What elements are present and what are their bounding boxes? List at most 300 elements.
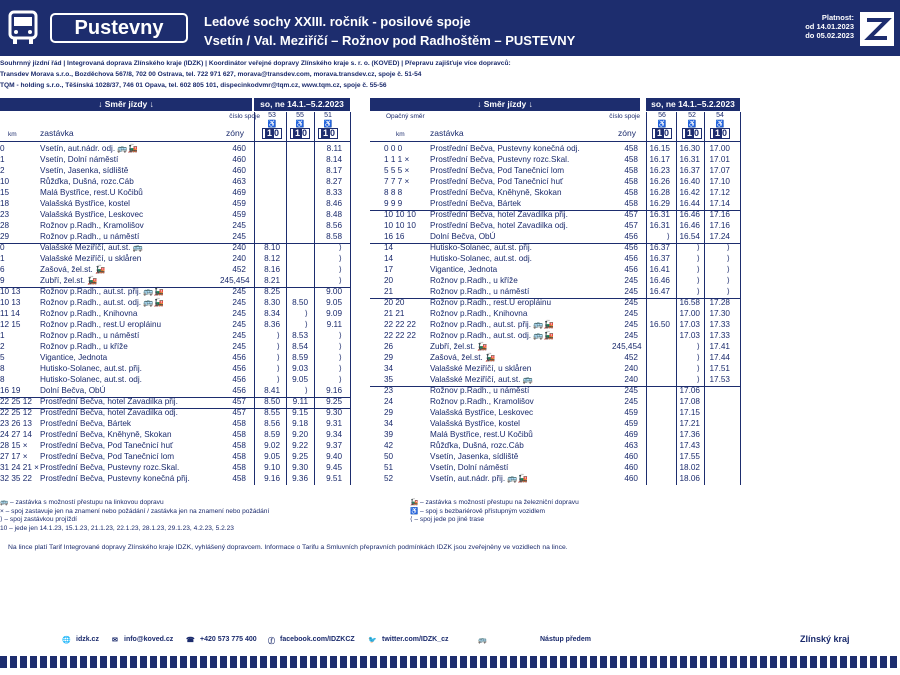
departure-time: 9.02 [264, 441, 280, 450]
km-value: 39 [384, 430, 394, 439]
stop-name: Vsetín, Dolní náměstí [40, 155, 119, 164]
zone-value: 245 [624, 309, 638, 318]
departure-time: 8.33 [326, 188, 342, 197]
zone-value: 456 [232, 375, 246, 384]
km-value: 27 17 × [0, 452, 28, 461]
tariff-note: Na lince platí Tarif Integrované dopravy Zlínského kraje IDZK, vyhlášený dopravcem. Informace o Tarifu a Smluvních přepravních podmínkách IDZK jsou zveřejněny ve vozidlech na lince. [8, 544, 568, 551]
table-row [370, 199, 740, 209]
km-value: 23 [0, 210, 10, 219]
departure-time: 8.48 [326, 210, 342, 219]
table-row [370, 463, 740, 473]
email-link[interactable]: info@koved.cz [124, 636, 174, 643]
departure-time: 16.46 [649, 276, 670, 285]
departure-time: 8.10 [264, 243, 280, 252]
zone-value: 245 [232, 287, 246, 296]
table-row [0, 397, 350, 407]
operator-info [0, 58, 900, 91]
km-value: 0 0 0 [384, 144, 403, 153]
departure-time: 16.15 [649, 144, 670, 153]
stop-name: Vsetín, Dolní náměstí [430, 463, 509, 472]
stop-name: Zašová, žel.st. 🚂 [430, 353, 496, 362]
stop-name: Dolní Bečva, ObÚ [40, 386, 106, 395]
table-row [0, 199, 350, 209]
column-line [314, 112, 315, 485]
zone-value: 457 [232, 397, 246, 406]
departure-time: 9.45 [326, 463, 342, 472]
departure-time: 17.43 [679, 441, 700, 450]
legend-right [410, 499, 810, 525]
km-value: 28 [0, 221, 10, 230]
km-value: 7 7 7 × [384, 177, 410, 186]
stop-name: Rožnov p.Radh., u náměstí [40, 232, 140, 241]
km-value: 0 [0, 243, 5, 252]
km-value: 9 [0, 276, 5, 285]
departure-time: ⟩ [304, 320, 308, 329]
section-divider [370, 210, 740, 211]
stop-name: Růžďka, Dušná, rozc.Cáb [430, 441, 524, 450]
km-value: 22 22 22 [384, 331, 416, 340]
stop-name: Prostřední Bečva, Bártek [430, 199, 522, 208]
departure-time: ⟩ [726, 243, 730, 252]
stop-name: Rožnov p.Radh., Kramolišov [430, 397, 534, 406]
restriction-10: 1 0 [290, 128, 310, 139]
table-row [370, 386, 740, 396]
zone-value: 245 [624, 397, 638, 406]
line-name: Pustevny [50, 13, 188, 43]
table-row [0, 254, 350, 264]
km-value: 8 [0, 375, 5, 384]
departure-time: 8.46 [326, 199, 342, 208]
zone-value: 245,454 [612, 342, 642, 351]
departure-time: 16.40 [679, 177, 700, 186]
table-row [370, 441, 740, 451]
stop-name: Růžďka, Dušná, rozc.Cáb [40, 177, 134, 186]
km-value: 2 [0, 342, 5, 351]
table-row [0, 155, 350, 165]
zone-value: 458 [232, 419, 246, 428]
section-divider [0, 287, 350, 288]
stop-name: Prostřední Bečva, Bártek [40, 419, 132, 428]
km-value: 5 [0, 353, 5, 362]
departure-time: 17.55 [679, 452, 700, 461]
column-headers [0, 128, 260, 138]
table-row [370, 144, 740, 154]
direction-bar: ↓ Směr jízdy ↓ [370, 98, 640, 111]
km-value: 10 13 [0, 298, 21, 307]
table-row [0, 309, 350, 319]
trip-label-text: číslo spoje [229, 113, 260, 120]
departure-time: 17.30 [709, 309, 730, 318]
footer [0, 632, 900, 650]
departure-time: 9.25 [326, 397, 342, 406]
opposite-label [386, 112, 466, 122]
zone-value: 240 [624, 375, 638, 384]
bus-icon: 🚌 [478, 637, 487, 644]
departure-time: ⟩ [276, 375, 280, 384]
departure-time: 17.06 [679, 386, 700, 395]
table-row [370, 408, 740, 418]
table-row [370, 188, 740, 198]
zone-value: 458 [232, 452, 246, 461]
table-row [0, 408, 350, 418]
column-line [646, 112, 647, 485]
stop-name: Vsetín, aut.nádr. přij. 🚌🚂 [430, 474, 528, 483]
km-value: 1 [0, 155, 5, 164]
table-row [0, 430, 350, 440]
web-link[interactable]: idzk.cz [76, 636, 99, 643]
section-divider [370, 298, 740, 299]
wheelchair-icon: ♿ [267, 121, 277, 128]
departure-time: 8.50 [264, 397, 280, 406]
km-value: 14 [384, 254, 394, 263]
zone-value: 245 [232, 309, 246, 318]
departure-time: 9.16 [326, 386, 342, 395]
table-row [370, 210, 740, 220]
stop-name: Rožnov p.Radh., aut.st. odj. 🚌🚂 [430, 331, 554, 340]
departure-time: ⟩ [696, 276, 700, 285]
departure-time: 16.31 [649, 221, 670, 230]
departure-time: ⟩ [696, 375, 700, 384]
km-value: 23 26 13 [0, 419, 32, 428]
departure-time: 16.17 [649, 155, 670, 164]
stop-name: Rožnov p.Radh., u náměstí [40, 331, 140, 340]
stop-name: Prostřední Bečva, Kněhyně, Skokan [40, 430, 172, 439]
departure-time: ⟩ [696, 364, 700, 373]
stop-name: Prostřední Bečva, Pustevny rozc.Skal. [40, 463, 180, 472]
stop-name: Valašská Bystřice, Leskovec [430, 408, 534, 417]
stop-name: Rožnov p.Radh., u náměstí [430, 287, 530, 296]
stop-name: Prostřední Bečva, Kněhyně, Skokan [430, 188, 562, 197]
departure-time: 17.33 [709, 320, 730, 329]
table-row [370, 298, 740, 308]
departure-time: 16.54 [679, 232, 700, 241]
zone-value: 460 [624, 452, 638, 461]
zone-value: 240 [232, 243, 246, 252]
mail-icon: ✉ [112, 637, 118, 644]
section-divider [0, 408, 350, 409]
zone-value: 245 [624, 287, 638, 296]
zone-value: 458 [624, 144, 638, 153]
departure-time: 17.16 [709, 221, 730, 230]
stop-name: Rožnov p.Radh., Knihovna [430, 309, 528, 318]
table-row [370, 342, 740, 352]
trip-label [560, 112, 640, 122]
departure-time: ⟩ [696, 353, 700, 362]
departure-time: 8.58 [326, 232, 342, 241]
km-value: 10 [0, 177, 10, 186]
zone-value: 456 [624, 254, 638, 263]
zone-value: 245 [232, 221, 246, 230]
twitter-link[interactable]: twitter.com/IDZK_cz [382, 636, 449, 643]
km-value: 1 [0, 254, 5, 263]
departure-time: 16.42 [679, 188, 700, 197]
table-row [370, 331, 740, 341]
departure-time: 17.21 [679, 419, 700, 428]
departure-time: 9.05 [264, 452, 280, 461]
departure-time: 16.46 [679, 221, 700, 230]
stop-header: zastávka [40, 128, 74, 138]
departure-time: 16.29 [649, 199, 670, 208]
stop-name: Rožnov p.Radh., rest.U eropláinu [430, 298, 552, 307]
departure-time: 8.21 [264, 276, 280, 285]
validity [790, 13, 854, 40]
zone-value: 245 [232, 232, 246, 241]
km-value: 17 [384, 265, 394, 274]
departure-time: 8.59 [292, 353, 308, 362]
departure-time: 9.40 [326, 452, 342, 461]
table-row [0, 210, 350, 220]
section-divider [370, 386, 740, 387]
departure-time: 16.23 [649, 166, 670, 175]
restriction-10: 1 0 [710, 128, 730, 139]
table-row [370, 320, 740, 330]
departure-time: ⟩ [276, 353, 280, 362]
zone-value: 245 [624, 298, 638, 307]
stop-name: Valašské Meziříčí, u sklåren [430, 364, 532, 373]
stop-name: Hutisko-Solanec, aut.st. odj. [430, 254, 532, 263]
km-value: 34 [384, 419, 394, 428]
departure-time: 17.00 [679, 309, 700, 318]
km-value: 20 20 [384, 298, 405, 307]
departure-time: ⟩ [338, 364, 342, 373]
stop-name: Malá Bystřice, rest.U Kočibů [430, 430, 533, 439]
departure-time: 9.20 [292, 430, 308, 439]
zone-value: 456 [232, 353, 246, 362]
stop-name: Prostřední Bečva, Pod Tanečnicí huť [40, 441, 174, 450]
departure-time: ⟩ [276, 364, 280, 373]
stop-name: Vsetín, aut.nádr. odj. 🚌🚂 [40, 144, 138, 153]
wheelchair-icon: ♿ [323, 121, 333, 128]
globe-icon: 🌐 [62, 637, 71, 644]
table-row [370, 287, 740, 297]
departure-time: 16.26 [649, 177, 670, 186]
departure-time: 17.28 [709, 298, 730, 307]
table-row [0, 265, 350, 275]
z-logo-icon [860, 12, 894, 46]
departure-time: 17.01 [709, 155, 730, 164]
km-value: 16 16 [384, 232, 405, 241]
km-value: 10 10 10 [384, 221, 416, 230]
stop-name: Prostřední Bečva, Pod Tanečnicí lom [430, 166, 565, 175]
zone-value: 460 [232, 144, 246, 153]
stop-header: zastávka [430, 128, 464, 138]
departure-time: ⟩ [338, 265, 342, 274]
trip-label [180, 112, 260, 122]
table-row [0, 463, 350, 473]
stop-name: Zubří, žel.st. 🚂 [430, 342, 488, 351]
legend-item: ⟩ – spoj zastávkou projíždí [0, 516, 77, 524]
departure-time: 8.11 [326, 144, 342, 153]
departure-time: 8.12 [264, 254, 280, 263]
stop-name: Valašské Meziříčí, aut.st. 🚌 [40, 243, 143, 252]
zone-value: 456 [232, 364, 246, 373]
departure-time: 9.10 [264, 463, 280, 472]
departure-time: ⟩ [696, 254, 700, 263]
stop-name: Prostřední Bečva, hotel Zavadilka přij. [40, 397, 178, 406]
departure-time: 8.50 [292, 298, 308, 307]
departure-time: 17.14 [709, 199, 730, 208]
departure-time: 17.08 [679, 397, 700, 406]
km-value: 50 [384, 452, 394, 461]
section-divider [0, 397, 350, 398]
stop-name: Prostřední Bečva, hotel Zavadilka odj. [430, 221, 568, 230]
departure-time: 8.14 [326, 155, 342, 164]
wheelchair-icon: ♿ [715, 121, 725, 128]
zone-value: 245 [624, 320, 638, 329]
km-value: 10 10 10 [384, 210, 416, 219]
km-value: 24 27 14 [0, 430, 32, 439]
km-value: 8 [0, 364, 5, 373]
timetable-right [370, 98, 750, 498]
region-logo: Zlínský kraj [800, 634, 850, 644]
km-value: 29 [384, 353, 394, 362]
trip-number: 53 [268, 112, 276, 119]
km-value: 22 25 12 [0, 408, 32, 417]
departure-time: 16.46 [679, 210, 700, 219]
stop-name: Rožnov p.Radh., aut.st. přij. 🚌🚂 [40, 287, 164, 296]
departure-time: ⟩ [338, 243, 342, 252]
legend-item: 🚌 – zastávka s možností přestupu na linkovou dopravu [0, 499, 164, 506]
info-line: TQM - holding s.r.o., Těšínská 1028/37, 746 01 Opava, tel. 602 805 101, dispecinkodvmr@tqm.cz, www.tqm.cz, spoje č. 55-56 [0, 82, 387, 89]
trip-number: 56 [658, 112, 666, 119]
trip-number: 51 [324, 112, 332, 119]
departure-time: 17.36 [679, 430, 700, 439]
stop-name: Vsetín, Jasenka, sídliště [40, 166, 129, 175]
stop-name: Malá Bystřice, rest.U Kočibů [40, 188, 143, 197]
zone-value: 458 [232, 474, 246, 483]
wheelchair-icon: ♿ [687, 121, 697, 128]
departure-time: 8.27 [326, 177, 342, 186]
table-row [370, 474, 740, 484]
stop-name: Rožnov p.Radh., u kříže [430, 276, 518, 285]
table-row [370, 375, 740, 385]
departure-time: 9.15 [292, 408, 308, 417]
stop-name: Vigantice, Jednota [40, 353, 108, 362]
departure-time: 18.06 [679, 474, 700, 483]
table-row [370, 221, 740, 231]
legend-item: × – spoj zastavuje jen na znamení nebo požádání / zastávka jen na znamení nebo požádání [0, 507, 270, 515]
validity-from: od 14.01.2023 [805, 22, 854, 31]
departure-time: ⟩ [726, 254, 730, 263]
departure-time: ⟩ [726, 287, 730, 296]
departure-time: 9.05 [292, 375, 308, 384]
departure-time: 17.00 [709, 144, 730, 153]
table-row [0, 177, 350, 187]
zone-value: 458 [232, 441, 246, 450]
divider [0, 141, 350, 142]
table-row [370, 430, 740, 440]
zone-value: 459 [232, 199, 246, 208]
trip-number: 54 [716, 112, 724, 119]
column-line [704, 112, 705, 485]
facebook-icon: ⓕ [268, 638, 275, 645]
table-row [0, 243, 350, 253]
title-route: Vsetín / Val. Meziříčí – Rožnov pod Radhoštěm – PUSTEVNY [204, 33, 576, 48]
departure-time: ⟩ [696, 287, 700, 296]
table-row [370, 254, 740, 264]
departure-time: ⟩ [276, 342, 280, 351]
zone-value: 245 [232, 298, 246, 307]
legend-item: ♿ – spoj s bezbariérově přístupným vozidlem [410, 507, 546, 515]
km-value: 11 14 [0, 309, 20, 318]
zone-value: 458 [232, 430, 246, 439]
table-row [0, 166, 350, 176]
table-row [0, 188, 350, 198]
zone-value: 457 [232, 408, 246, 417]
km-header: km [396, 131, 405, 138]
validity-label: Platnost: [821, 13, 854, 22]
table-row [0, 419, 350, 429]
km-value: 42 [384, 441, 394, 450]
zone-value: 460 [232, 166, 246, 175]
km-value: 24 [384, 397, 394, 406]
table-row [0, 331, 350, 341]
stop-name: Zubří, žel.st. 🚂 [40, 276, 98, 285]
km-value: 35 [384, 375, 394, 384]
trip-number: 52 [688, 112, 696, 119]
stop-name: Rožnov p.Radh., aut.st. odj. 🚌🚂 [40, 298, 164, 307]
km-value: 2 [0, 166, 5, 175]
opposite-label-text: Opačný směr [386, 113, 425, 120]
departure-time: 16.41 [649, 265, 670, 274]
stop-name: Rožnov p.Radh., Knihovna [40, 309, 138, 318]
stop-name: Dolní Bečva, ObÚ [430, 232, 496, 241]
departure-time: ⟩ [338, 375, 342, 384]
km-value: 23 [384, 386, 394, 395]
twitter-icon: 🐦 [368, 637, 377, 644]
table-row [0, 474, 350, 484]
stop-name: Valašská Bystřice, Leskovec [40, 210, 144, 219]
km-value: 8 8 8 [384, 188, 403, 197]
stop-name: Valašská Bystřice, kostel [40, 199, 130, 208]
departure-time: 9.31 [326, 419, 342, 428]
zone-value: 456 [624, 232, 638, 241]
table-row [370, 309, 740, 319]
km-value: 22 25 12 [0, 397, 32, 406]
km-value: 1 1 1 × [384, 155, 410, 164]
departure-time: ⟩ [696, 342, 700, 351]
km-value: 15 [0, 188, 10, 197]
departure-time: 9.30 [326, 408, 342, 417]
km-value: 29 [384, 408, 394, 417]
departure-time: 9.03 [292, 364, 308, 373]
table-row [0, 287, 350, 297]
departure-time: ⟩ [276, 331, 280, 340]
stop-name: Hutisko-Solanec, aut.st. odj. [40, 375, 142, 384]
departure-time: 17.03 [679, 331, 700, 340]
facebook-link[interactable]: facebook.com/IDZKCZ [280, 636, 355, 643]
departure-time: 8.56 [326, 221, 342, 230]
km-value: 20 [384, 276, 394, 285]
table-row [370, 276, 740, 286]
legend-item: ⟨ – spoj jede po jiné trase [410, 516, 485, 524]
stop-name: Rožnov p.Radh., u náměstí [430, 386, 530, 395]
departure-time: 17.33 [709, 331, 730, 340]
zone-value: 245 [624, 386, 638, 395]
departure-time: 9.11 [292, 397, 308, 406]
km-value: 21 21 [384, 309, 405, 318]
km-value: 34 [384, 364, 394, 373]
departure-time: 16.44 [679, 199, 700, 208]
table-row [370, 166, 740, 176]
departure-time: ⟩ [726, 276, 730, 285]
zone-value: 456 [624, 243, 638, 252]
departure-time: 17.16 [709, 210, 730, 219]
divider [370, 141, 740, 142]
km-value: 21 [384, 287, 394, 296]
stop-name: Prostřední Bečva, Pustevny rozc.Skal. [430, 155, 570, 164]
stop-name: Hutisko-Solanec, aut.st. přij. [430, 243, 532, 252]
